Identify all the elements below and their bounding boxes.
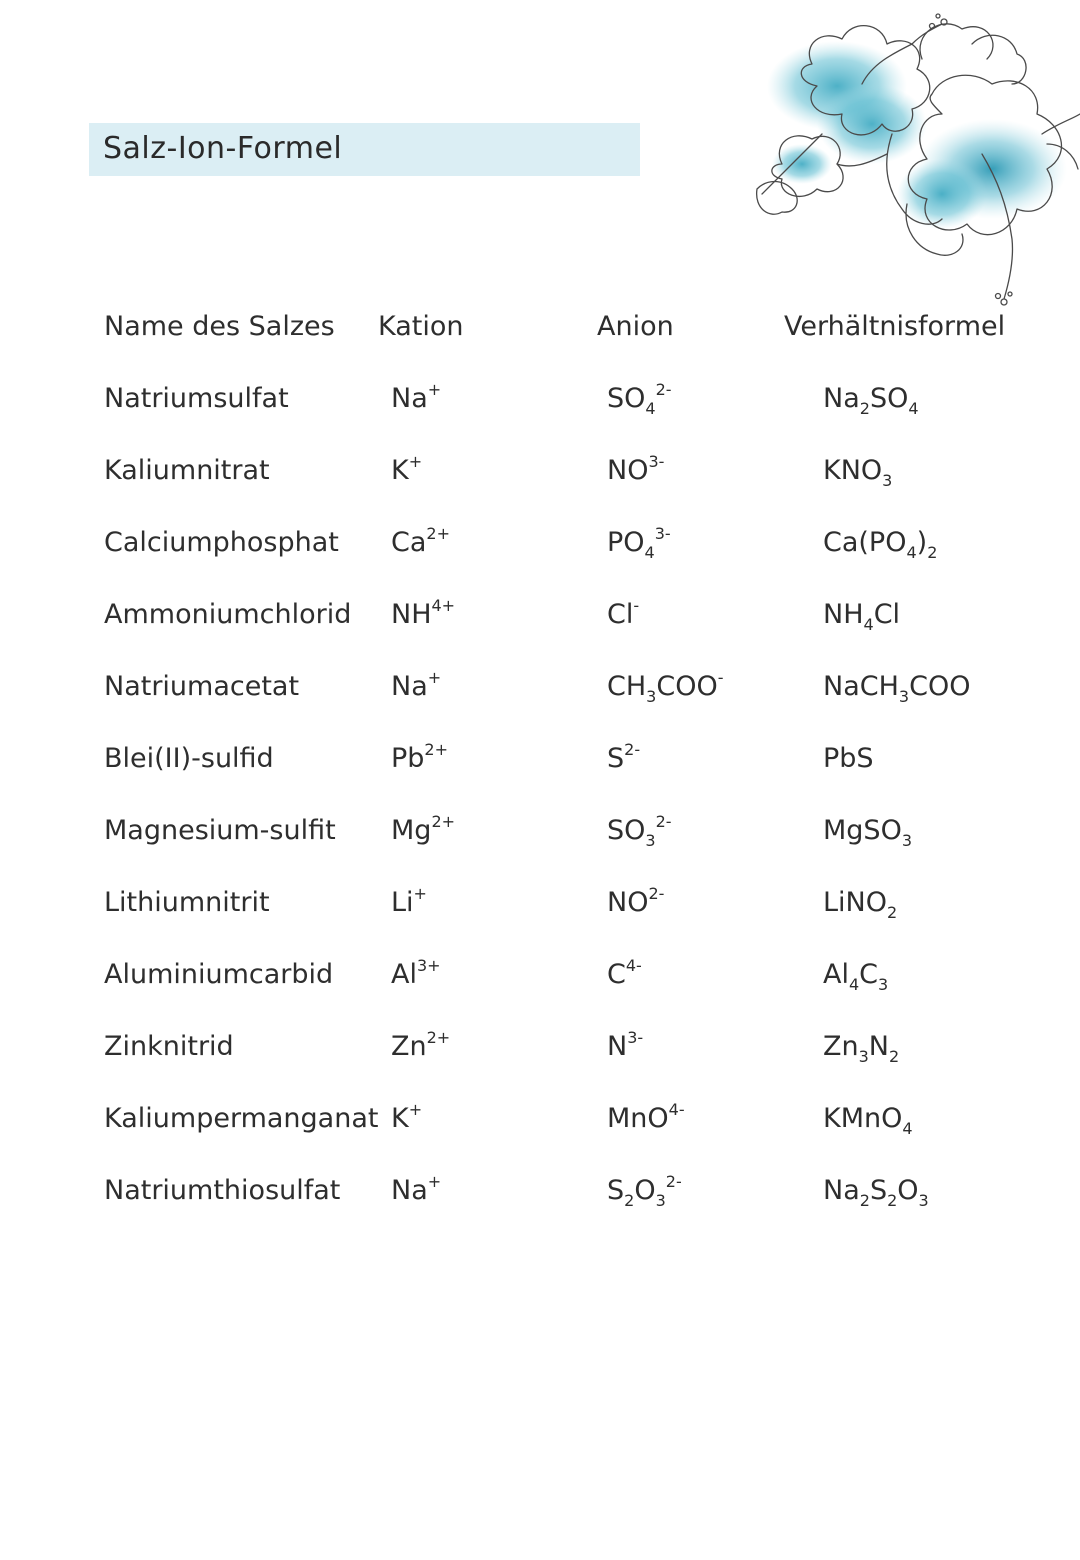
row-anion: $C^{4-}$ — [607, 956, 642, 990]
row-formel: $Na_2SO_4$ — [823, 383, 919, 418]
row-formel: MgSO$_3$ — [823, 815, 913, 850]
row-kation: $NH^{4+}$ — [391, 596, 456, 630]
header-anion: Anion — [597, 311, 674, 342]
row-kation: K+ — [391, 452, 423, 486]
row-formel: $NH_4Cl$ — [823, 599, 901, 634]
row-name: Ammoniumchlorid — [104, 599, 352, 630]
row-kation: K+ — [391, 1100, 423, 1134]
row-formel: $KNO_3$ — [823, 455, 893, 490]
row-formel: PbS — [823, 743, 874, 774]
row-formel: $Al_4C_3$ — [823, 959, 889, 994]
row-kation: $Zn^{2+}$ — [391, 1028, 451, 1062]
row-anion: $NO^{3-}$ — [607, 452, 665, 486]
row-formel: $Na_2S_2O_3$ — [823, 1175, 929, 1210]
row-kation: Li+ — [391, 884, 427, 918]
row-name: Natriumacetat — [104, 671, 300, 702]
row-formel: $Ca(PO_4)_2$ — [823, 527, 938, 562]
title-banner — [89, 123, 640, 176]
row-formel: LiNO$_2$ — [823, 887, 898, 922]
row-anion: $N^{3-}$ — [607, 1028, 644, 1062]
row-anion: $PO_4^{3-}$ — [607, 524, 671, 562]
row-anion: MnO$^{4-}$ — [607, 1100, 685, 1134]
row-name: Blei(II)-sulfid — [104, 743, 274, 774]
row-name: Zinknitrid — [104, 1031, 234, 1062]
row-name: Kaliumpermanganat — [104, 1103, 379, 1134]
header-formel: Verhältnisformel — [784, 311, 1006, 342]
row-name: Aluminiumcarbid — [104, 959, 334, 990]
row-kation: $Al^{3+}$ — [391, 956, 441, 990]
row-name: Natriumsulfat — [104, 383, 289, 414]
row-name: Natriumthiosulfat — [104, 1175, 341, 1206]
row-formel: KMnO$_4$ — [823, 1103, 913, 1138]
row-kation: Na+ — [391, 1172, 442, 1206]
row-anion: Cl- — [607, 596, 640, 630]
row-anion: $S^{2-}$ — [607, 740, 641, 774]
hibiscus-flower-icon — [742, 4, 1080, 314]
row-kation: Na+ — [391, 668, 442, 702]
row-anion: $S_2O_3^{2-}$ — [607, 1172, 682, 1210]
row-kation: $Mg^{2+}$ — [391, 812, 456, 846]
row-name: Magnesium-sulfit — [104, 815, 336, 846]
row-anion: $NO^{2-}$ — [607, 884, 665, 918]
row-kation: $Ca^{2+}$ — [391, 524, 450, 558]
row-anion: $SO_3^{2-}$ — [607, 812, 672, 850]
row-name: Kaliumnitrat — [104, 455, 270, 486]
header-kation: Kation — [378, 311, 464, 342]
header-name: Name des Salzes — [104, 311, 335, 342]
row-formel: $Zn_3N_2$ — [823, 1031, 900, 1066]
row-name: Lithiumnitrit — [104, 887, 270, 918]
row-name: Calciumphosphat — [104, 527, 339, 558]
row-anion: $SO_4^{2-}$ — [607, 380, 672, 418]
row-kation: $Pb^{2+}$ — [391, 740, 449, 774]
row-kation: Na+ — [391, 380, 442, 414]
page-title: Salz-Ion-Formel — [103, 131, 343, 166]
row-formel: NaCH$_3$COO — [823, 671, 971, 706]
row-anion: $CH_3COO^-$ — [607, 668, 724, 706]
